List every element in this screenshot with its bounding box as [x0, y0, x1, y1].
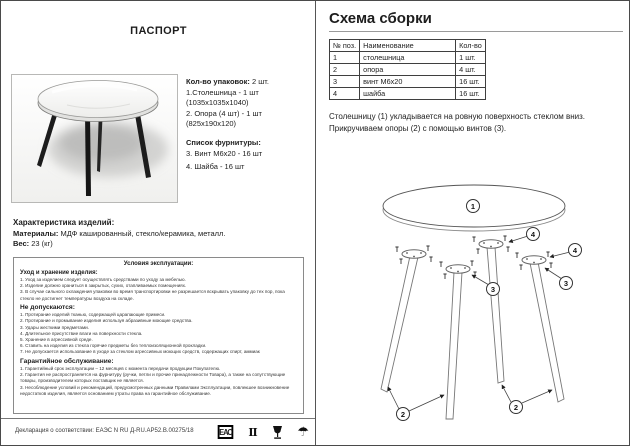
weight-value: 23 (кг) [29, 239, 53, 249]
label-leg: 2 [513, 402, 519, 412]
table-row [330, 64, 486, 76]
label-leg: 2 [400, 409, 406, 419]
cell-position: 4 [330, 88, 360, 100]
care-item: 3. В случае сильного охлаждения упаковки во время транспортировки не разрешается вскрывать упаковку до тех пор, пока стекло не достигнет температуры воздуха на складе. [20, 289, 285, 301]
cell-name: столешница [360, 52, 456, 64]
prohibited-item: 7. Не допускается использование в уходе за стеклом агрессивных моющих средств, содержащих спирт, аммиак [20, 349, 260, 355]
usage-conditions-box [13, 257, 304, 414]
cell-position: 1 [330, 52, 360, 64]
declaration-text: Декларация о соответствии: ЕАЭС N RU Д-RU.АР52.В.00275/18 [15, 428, 194, 434]
label-tabletop: 1 [470, 201, 476, 211]
table-header-row [330, 40, 486, 52]
cell-name: опора [360, 64, 456, 76]
cell-quantity: 16 шт. [456, 88, 486, 100]
prohibited-item: 3. Удары жесткими предметами. [20, 324, 89, 330]
care-item: 1. Уход за изделием следует осуществлять средствами по уходу за мебелью. [20, 277, 186, 282]
instruction-line: Столешницу (1) укладывается на ровную поверхность стеклом вниз. [329, 112, 586, 121]
roman-two-icon: Ⅱ [248, 425, 258, 439]
packages-count-line [186, 77, 310, 88]
header-quantity: Кол-во [456, 40, 486, 52]
fragile-glass-icon [272, 425, 283, 440]
weight-line [13, 239, 305, 250]
table-photo-illustration [12, 75, 177, 202]
prohibited-section-title: Не допускаются: [20, 304, 75, 312]
diagram-labels [397, 200, 582, 421]
materials-line [13, 229, 305, 240]
prohibited-item: 5. Хранение в агрессивной среде. [20, 337, 93, 342]
header-position: № поз. [330, 40, 360, 52]
warranty-item: 3. Несоблюдение условий и рекомендаций, предусмотренных данными Правилами Эксплуатации, повлекшее возникновение недостатков изделия, является основанием утраты права на гарантийное обслуживание. [20, 384, 290, 396]
hardware-item: 3. Винт М6х20 - 16 шт [186, 149, 263, 158]
product-photo [11, 74, 178, 203]
prohibited-item: 2. Протирание и промывание изделия используя абразивные моющие средства. [20, 318, 193, 324]
package-item: 1.Столешница - 1 шт [186, 87, 259, 97]
care-item: 2. Изделие должно храниться в закрытых, сухих, отапливаемых помещениях. [20, 283, 187, 289]
header-name: Наименование [360, 40, 456, 52]
cell-quantity: 16 шт. [456, 76, 486, 88]
prohibited-item: 6. Ставить на изделия из стекла горячие предметы без теплоизоляционной прокладки. [20, 343, 207, 349]
cell-name: шайба [360, 88, 456, 100]
table-row [330, 76, 486, 88]
packages-label: Кол-во упаковок: [186, 77, 250, 86]
warranty-item: 2. Гарантия не распространяется на фурнитуру (ручки, петли и прочие принадлежности Товара), а также на сопутствующие товары, производителем которых поставщик не является. [20, 372, 286, 384]
parts-table [329, 39, 486, 100]
assembly-instructions [329, 111, 621, 135]
label-screw: 3 [563, 278, 569, 288]
prohibited-item: 1. Протирание изделий тканью, содержащей царапающие примеси. [20, 312, 166, 318]
package-item-dims: (825х190х120) [186, 119, 237, 128]
packages-value: 2 шт. [249, 77, 269, 86]
warranty-section-title: Гарантийное обслуживание: [20, 358, 114, 366]
materials-label: Материалы: [13, 228, 59, 238]
cell-position: 3 [330, 76, 360, 88]
instruction-line: Прикручиваем опоры (2) с помощью винтов (3). [329, 124, 507, 133]
panel-divider [315, 1, 316, 446]
package-info [186, 77, 310, 172]
warranty-item: 1. Гарантийный срок эксплуатации – 12 месяцев с момента передачи продукции Покупателю. [20, 366, 221, 372]
cell-quantity: 1 шт. [456, 52, 486, 64]
eac-mark-icon: ЕАС [218, 425, 234, 439]
weight-label: Вес: [13, 239, 30, 249]
care-section-title: Уход и хранение изделия: [20, 270, 98, 276]
package-item: 2. Опора (4 шт) - 1 шт [186, 108, 262, 118]
label-screw: 3 [490, 284, 496, 294]
exploded-view-diagram [319, 173, 625, 441]
product-characteristics [13, 217, 305, 250]
prohibited-item: 4. Длительное присутствие влаги на поверхности стекла. [20, 330, 143, 336]
title-underline [329, 31, 623, 32]
hardware-list-title: Список фурнитуры: [186, 137, 261, 147]
conditions-title: Условия эксплуатации: [123, 261, 194, 267]
cell-position: 2 [330, 64, 360, 76]
cell-quantity: 4 шт. [456, 64, 486, 76]
package-item-dims: (1035х1035х1040) [186, 98, 249, 107]
keep-dry-umbrella-icon: ☂ [297, 424, 309, 440]
assembly-title: Схема сборки [329, 10, 432, 27]
passport-title: ПАСПОРТ [130, 25, 187, 37]
label-washer: 4 [530, 229, 536, 239]
label-washer: 4 [572, 245, 578, 255]
characteristics-title: Характеристика изделий: [13, 218, 115, 227]
certification-icons [217, 420, 309, 444]
cell-name: винт М6х20 [360, 76, 456, 88]
materials-value: МДФ кашированный, стекло/керамика, металл. [58, 228, 226, 238]
footer-separator [1, 418, 315, 419]
table-row [330, 88, 486, 100]
table-row [330, 52, 486, 64]
hardware-item: 4. Шайба - 16 шт [186, 161, 245, 171]
